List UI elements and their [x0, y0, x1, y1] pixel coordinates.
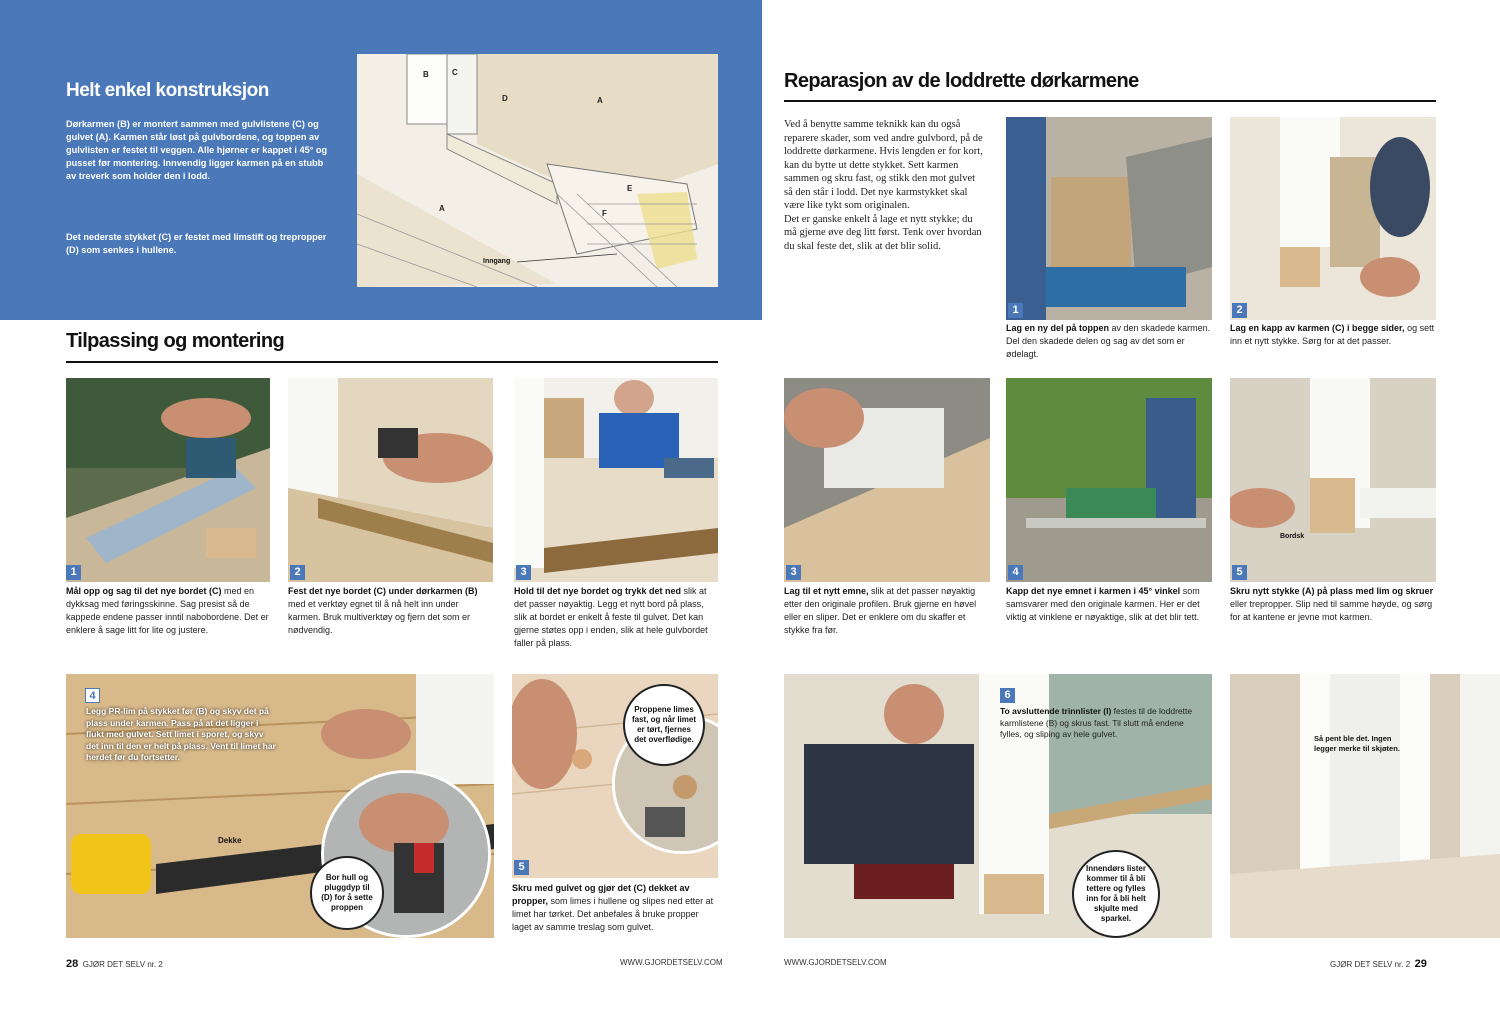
caption-r-step-1: Lag en ny del på toppen av den skadede karmen. Del den skadede delen og sag av det som er ødelagt.: [1006, 323, 1211, 359]
label-b: B: [423, 70, 429, 79]
caption-r-step-3: Lag til et nytt emne, slik at det passer nøyaktig etter den originale profilen. Bruk gjerne en høvel eller en sliper. Det er enklere om du skaffer et stykke fra før.: [784, 586, 977, 635]
step-number: 4: [1008, 565, 1023, 580]
photo-finished: [1230, 674, 1500, 938]
right-footer: GJØR DET SELV nr. 2 29: [1330, 958, 1427, 970]
box-title: Helt enkel konstruksjon: [66, 80, 269, 101]
caption-r-step-4: Kapp det nye emnet i karmen i 45° vinkel som samsvarer med den originale karmen. Her er det viktig at vinklene er nøyaktige, slik at det blir tett.: [1006, 586, 1200, 622]
photo-step-3: [514, 378, 718, 582]
step-number: 2: [290, 565, 305, 580]
label-f: F: [602, 209, 607, 218]
left-section-title: Tilpassing og montering: [66, 330, 285, 352]
step-number: 3: [786, 565, 801, 580]
label-e: E: [627, 184, 633, 193]
photo-r-step-4: [1006, 378, 1212, 582]
callout-bubble: Bor hull og pluggdyp til (D) for å sette proppen: [310, 856, 384, 930]
right-footer-url: WWW.GJORDETSELV.COM: [784, 958, 887, 967]
photo-step-2: [288, 378, 493, 582]
photo-r-step-2: [1230, 117, 1436, 320]
photo-r-step-1: [1006, 117, 1212, 320]
construction-diagram: [357, 54, 718, 287]
intro-text: Ved å benytte samme teknikk kan du også reparere skader, som ved andre gulvbord, på de loddrette dørkarmene. Hvis lengden er for kort, kan du bytte ut dette stykket. Sett karmen sammen og skru fast, og stikk den mot gulvet så den står i lodd. Det nye karmstykket skal være like tykt som originalen. Det er ganske enkelt å lage et nytt stykke; du må gjerne øve deg litt først. Tenk over hvordan du skal feste det, slik at det blir solid.: [784, 119, 983, 252]
photo-r-step-3: [784, 378, 990, 582]
photo-step-1: [66, 378, 270, 582]
caption-r-step-2: Lag en kapp av karmen (C) i begge sider, og sett inn et nytt stykke. Sørg for at det passer.: [1230, 323, 1435, 346]
label-d: D: [502, 94, 508, 103]
callout-bubble: Proppene limes fast, og når limet er tørt, fjernes det overflødige.: [623, 684, 705, 766]
step-number: 3: [516, 565, 531, 580]
step-number: 5: [514, 860, 529, 875]
caption-step-4: Legg PR-lim på stykket før (B) og skyv det på plass under karmen. Pass på at det ligger i flukt med gulvet. Sett limet i sporet, og skyv det inn til den er helt på plass. Vent til limet har herdet før du fortsetter.: [86, 706, 276, 762]
caption-r-step-5: Skru nytt stykke (A) på plass med lim og skruer eller trepropper. Slip ned til samme høyde, og sørg for at kantene er jevne mot karmen.: [1230, 586, 1434, 622]
left-footer: 28 GJØR DET SELV nr. 2: [66, 958, 163, 970]
step-number: 2: [1232, 303, 1247, 318]
left-rule: [66, 361, 718, 363]
step-number: 1: [66, 565, 81, 580]
right-section-title: Reparasjon av de loddrette dørkarmene: [784, 70, 1139, 92]
dekke-label: Dekke: [218, 836, 242, 845]
callout-bubble: Innendørs lister kommer til å bli tettere og fylles inn for å bli helt skjulte med sparkel.: [1072, 850, 1160, 938]
left-footer-url: WWW.GJORDETSELV.COM: [620, 958, 723, 967]
box-body-2: Det nederste stykket (C) er festet med limstift og trepropper (D) som senkes i hullene.: [66, 232, 327, 255]
step-number: 1: [1008, 303, 1023, 318]
caption-step-2: Fest det nye bordet (C) under dørkarmen (B) med et verktøy egnet til å nå helt inn under karmen. Bruk multiverktøy og fjern det som er nødvendig.: [288, 586, 478, 635]
caption-step-3: Hold til det nye bordet og trykk det ned slik at det passer nøyaktig. Legg et nytt bord på plass, slik at bordet er enkelt å feste til gulvet. Det kan gjerne støtes opp i enden, slik at hele gulvbordet faller på plass.: [514, 586, 708, 648]
box-body: Dørkarmen (B) er montert sammen med gulvlistene (C) og gulvet (A). Karmen står løst på gulvbordene, og toppen av gulvlisten er festet til veggen. Alle hjørner er kappet i 45° og pusset før montering. Innvendig ligger karmen på en stubb av treverk som holder den i lodd.: [66, 119, 328, 181]
bordsk-label: Bordsk: [1280, 533, 1305, 540]
step-number: 4: [85, 688, 100, 703]
caption-step-5: Skru med gulvet og gjør det (C) dekket av propper, som limes i hullene og slipes ned etter at limet har tørket. Det anbefales å bruke propper laget av samme treslag som gulvet.: [512, 883, 714, 932]
finished-caption: Så pent ble det. Ingen legger merke til skjøten.: [1314, 734, 1400, 753]
photo-r-step-5: [1230, 378, 1436, 582]
label-a2: A: [439, 204, 445, 213]
step-number: 6: [1000, 688, 1015, 703]
diagram-label: Inngang: [483, 258, 511, 265]
label-c: C: [452, 68, 458, 77]
caption-r-step-6: To avsluttende trinnlister (I) festes til de loddrette karmlistene (B) og skrus fast. Til slutt må endene fylles, og sliping av hele gulvet.: [1000, 706, 1193, 739]
step-number: 5: [1232, 565, 1247, 580]
caption-step-1: Mål opp og sag til det nye bordet (C) med en dykksag med føringsskinne. Sag presist så de kappede endene passer inntil nabobordene. Det er enklere å sage litt for lite og justere.: [66, 586, 269, 635]
right-rule: [784, 100, 1436, 102]
label-a: A: [597, 96, 603, 105]
